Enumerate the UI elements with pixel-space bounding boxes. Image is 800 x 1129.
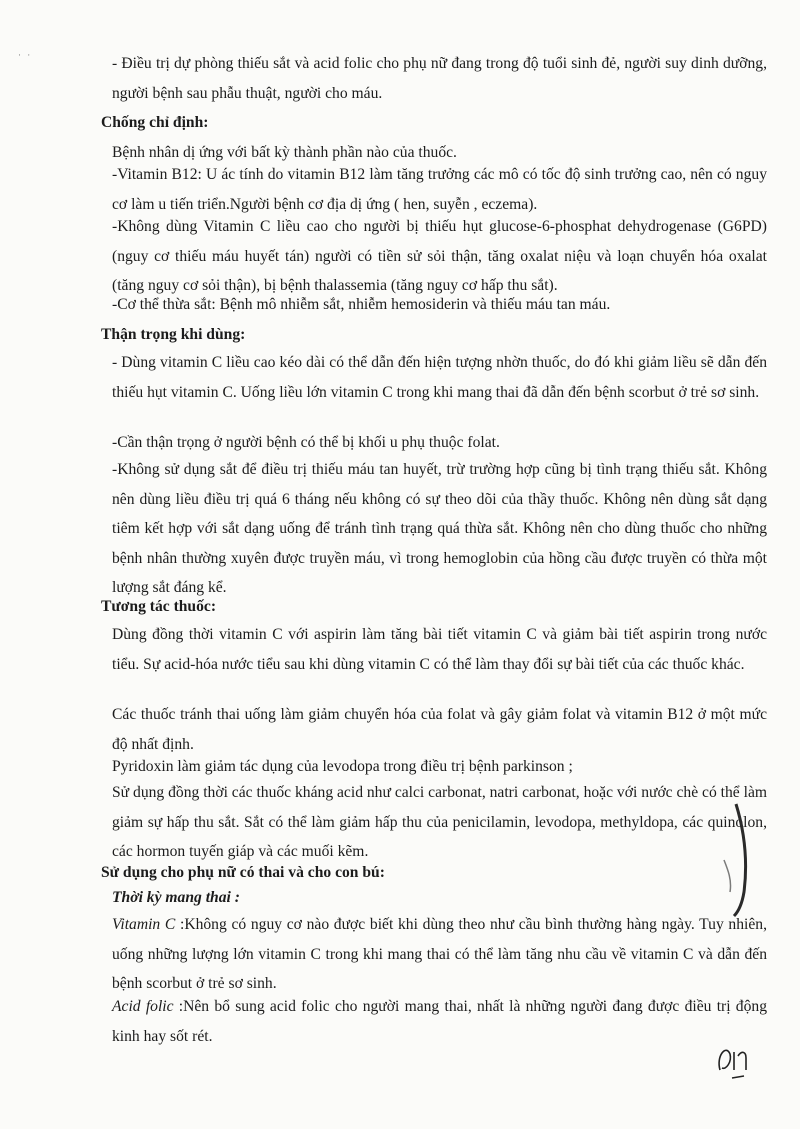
contraindications-p1: Bệnh nhân dị ứng với bất kỳ thành phần nào của thuốc.	[112, 144, 457, 161]
caution-p1: - Dùng vitamin C liều cao kéo dài có thể dẫn đến hiện tượng nhờn thuốc, do đó khi giảm liều sẽ dẫn đến thiếu hụt vitamin C. Uống liều lớn vitamin C trong khi mang thai đã dẫn đến bệnh scorbut ở trẻ sơ sinh.	[112, 354, 767, 401]
interactions-p3: Pyridoxin làm giảm tác dụng của levodopa trong điều trị bệnh parkinson ;	[112, 758, 573, 775]
pregnancy-acid-folic	[112, 992, 767, 1051]
scan-mark: · ·	[18, 50, 33, 60]
acid-folic-text: :Nên bổ sung acid folic cho người mang thai, nhất là những người đang được điều trị động kinh hay sốt rét.	[112, 998, 767, 1045]
caution-p2: -Cần thận trọng ở người bệnh có thể bị khối u phụ thuộc folat.	[112, 434, 500, 451]
contraindications-heading: Chống chỉ định:	[101, 114, 209, 131]
interactions-p1: Dùng đồng thời vitamin C với aspirin làm tăng bài tiết vitamin C và giảm bài tiết aspirin trong nước tiểu. Sự acid-hóa nước tiểu sau khi dùng vitamin C có thể làm thay đổi sự bài tiết của các thuốc khác.	[112, 626, 767, 673]
contraindications-p4: -Cơ thể thừa sắt: Bệnh mô nhiễm sắt, nhiễm hemosiderin và thiếu máu tan máu.	[112, 296, 611, 313]
caution-heading: Thận trọng khi dùng:	[101, 326, 246, 343]
pregnancy-vitamin-c	[112, 910, 767, 999]
vitamin-c-text: :Không có nguy cơ nào được biết khi dùng theo như cầu bình thường hàng ngày. Tuy nhiên, uống những lượng lớn vitamin C trong khi mang thai có thể làm tăng nhu cầu về vitamin C và dẫn đến bệnh scorbut ở trẻ sơ sinh.	[112, 916, 767, 993]
signature-mark	[712, 1040, 762, 1085]
acid-folic-label: Acid folic	[112, 998, 174, 1015]
contraindications-p3: -Không dùng Vitamin C liều cao cho người bị thiếu hụt glucose-6-phosphat dehydrogenase (G6PD) (nguy cơ thiếu máu huyết tán) người có tiền sử sỏi thận, tăng oxalat niệu và loạn chuyển hóa oxalat (tăng nguy cơ sỏi thận), bị bệnh thalassemia (tăng nguy cơ hấp thu sắt).	[112, 218, 767, 295]
pregnancy-heading: Sử dụng cho phụ nữ có thai và cho con bú:	[101, 864, 385, 881]
intro-paragraph: - Điều trị dự phòng thiếu sắt và acid folic cho phụ nữ đang trong độ tuổi sinh đẻ, người suy dinh dưỡng, người bệnh sau phẫu thuật, người cho máu.	[112, 55, 767, 102]
interactions-p4: Sử dụng đồng thời các thuốc kháng acid như calci carbonat, natri carbonat, hoặc với nước chè có thể làm giảm sự hấp thu sắt. Sắt có thể làm giảm hấp thu của penicilamin, levodopa, methyldopa, các quinolon, các hormon tuyến giáp và các muối kẽm.	[112, 784, 767, 861]
interactions-p2: Các thuốc tránh thai uống làm giảm chuyển hóa của folat và gây giảm folat và vitamin B12 ở một mức độ nhất định.	[112, 706, 767, 753]
pregnancy-subheading: Thời kỳ mang thai :	[112, 889, 240, 906]
stamp-mark	[718, 800, 758, 920]
caution-p3: -Không sử dụng sắt để điều trị thiếu máu tan huyết, trừ trường hợp cũng bị tình trạng thiếu sắt. Không nên dùng liều điều trị quá 6 tháng nếu không có sự theo dõi của thầy thuốc. Không nên dùng sắt dạng tiêm kết hợp với sắt dạng uống để tránh tình trạng quá thừa sắt. Không nên cho dùng thuốc cho những bệnh nhân thường xuyên được truyền máu, vì trong hemoglobin của hồng cầu được truyền có thừa một lượng sắt đáng kể.	[112, 461, 767, 597]
contraindications-p2: -Vitamin B12: U ác tính do vitamin B12 làm tăng trưởng các mô có tốc độ sinh trưởng cao, nên có nguy cơ làm u tiến triển.Người bệnh cơ địa dị ứng ( hen, suyễn , eczema).	[112, 166, 767, 213]
vitamin-c-label: Vitamin C	[112, 916, 176, 933]
interactions-heading: Tương tác thuốc:	[101, 598, 217, 615]
